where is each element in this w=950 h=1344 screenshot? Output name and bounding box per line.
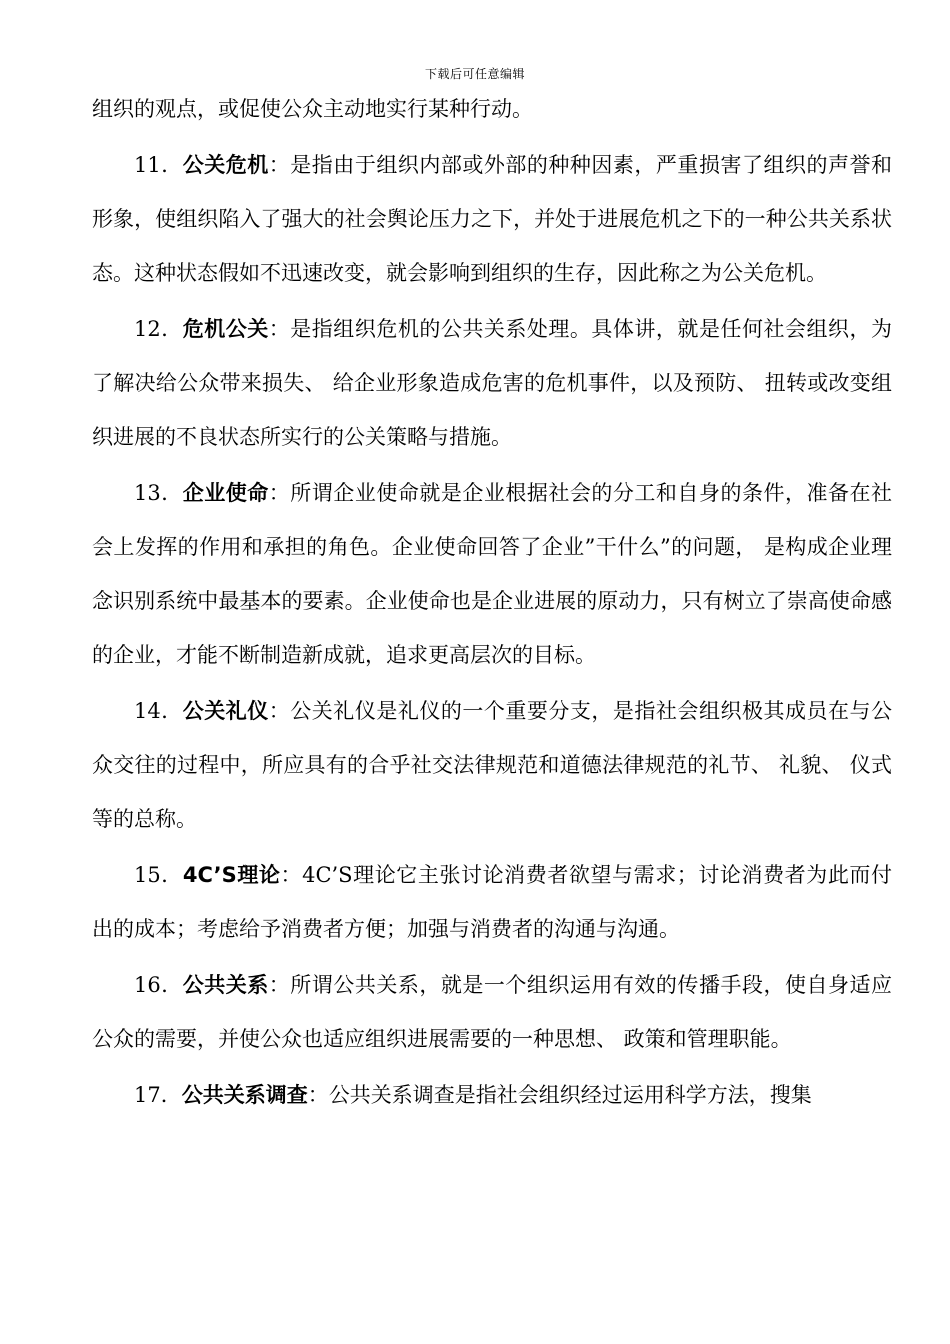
entry-term: 公关礼仪 [182,699,269,723]
entry-12 [92,302,892,464]
entry-definition: 是指由于组织内部或外部的种种因素，严重损害了组织的声誉和形象，使组织陷入了强大的社会舆论压力之下，并处于进展危机之下的一种公共关系状态。这种状态假如不迅速改变，就会影响到组织的生存，因此称之为公关危机。 [92,153,893,285]
entry-separator: ： [280,863,303,887]
entry-term: 公共关系调查 [181,1083,308,1107]
header-note: 下载后可任意编辑 [424,67,525,81]
intro-paragraph: 组织的观点，或促使公众主动地实行某种行动。 [92,97,533,121]
entry-17 [92,1068,892,1122]
entry-16 [92,958,892,1066]
entry-15 [92,848,892,956]
entry-separator: ： [307,1083,329,1107]
entry-definition: 是指组织危机的公共关系处理。具体讲，就是任何社会组织，为了解决给公众带来损失、 给企业形象造成危害的危机事件，以及预防、 扭转或改变组织进展的不良状态所实行的公关策略与措施。 [92,317,893,449]
entry-definition: 公关礼仪是礼仪的一个重要分支，是指社会组织极其成员在与公众交往的过程中，所应具有的合乎社交法律规范和道德法律规范的礼节、 礼貌、 仪式等的总称。 [92,699,893,831]
entry-definition: 公共关系调查是指社会组织经过运用科学方法，搜集 [328,1083,812,1107]
entry-separator: ： [268,699,291,723]
entry-definition: 4C’S理论它主张讨论消费者欲望与需求；讨论消费者为此而付出的成本；考虑给予消费者方便；加强与消费者的沟通与沟通。 [92,863,892,941]
entry-number: 11． [134,153,183,177]
entry-separator: ： [268,153,291,177]
entry-definition: 所谓企业使命就是企业根据社会的分工和自身的条件，准备在社会上发挥的作用和承担的角色。企业使命回答了企业”干什么”的问题， 是构成企业理念识别系统中最基本的要素。企业使命也是企业进展的原动力，只有树立了崇高使命感的企业，才能不断制造新成就，追求更高层次的目标。 [92,481,893,667]
entry-separator: ： [268,973,291,997]
entry-number: 16． [134,973,183,997]
entry-separator: ： [268,481,291,505]
entry-term: 企业使命 [182,481,269,505]
entry-number: 15． [134,863,183,887]
entry-number: 14． [134,699,183,723]
entry-number: 12． [134,317,183,341]
entry-definition: 所谓公共关系，就是一个组织运用有效的传播手段，使自身适应公众的需要，并使公众也适应组织进展需要的一种思想、 政策和管理职能。 [92,973,893,1051]
entry-term: 4C’S理论 [182,863,281,887]
entry-number: 17． [134,1083,182,1107]
entry-14 [92,684,892,846]
document-body [92,82,892,1124]
entry-11 [92,138,892,300]
entry-13 [92,466,892,682]
entry-term: 危机公关 [182,317,269,341]
entry-separator: ： [268,317,291,341]
entry-term: 公共关系 [182,973,269,997]
entry-number: 13． [134,481,183,505]
entry-term: 公关危机 [182,153,269,177]
